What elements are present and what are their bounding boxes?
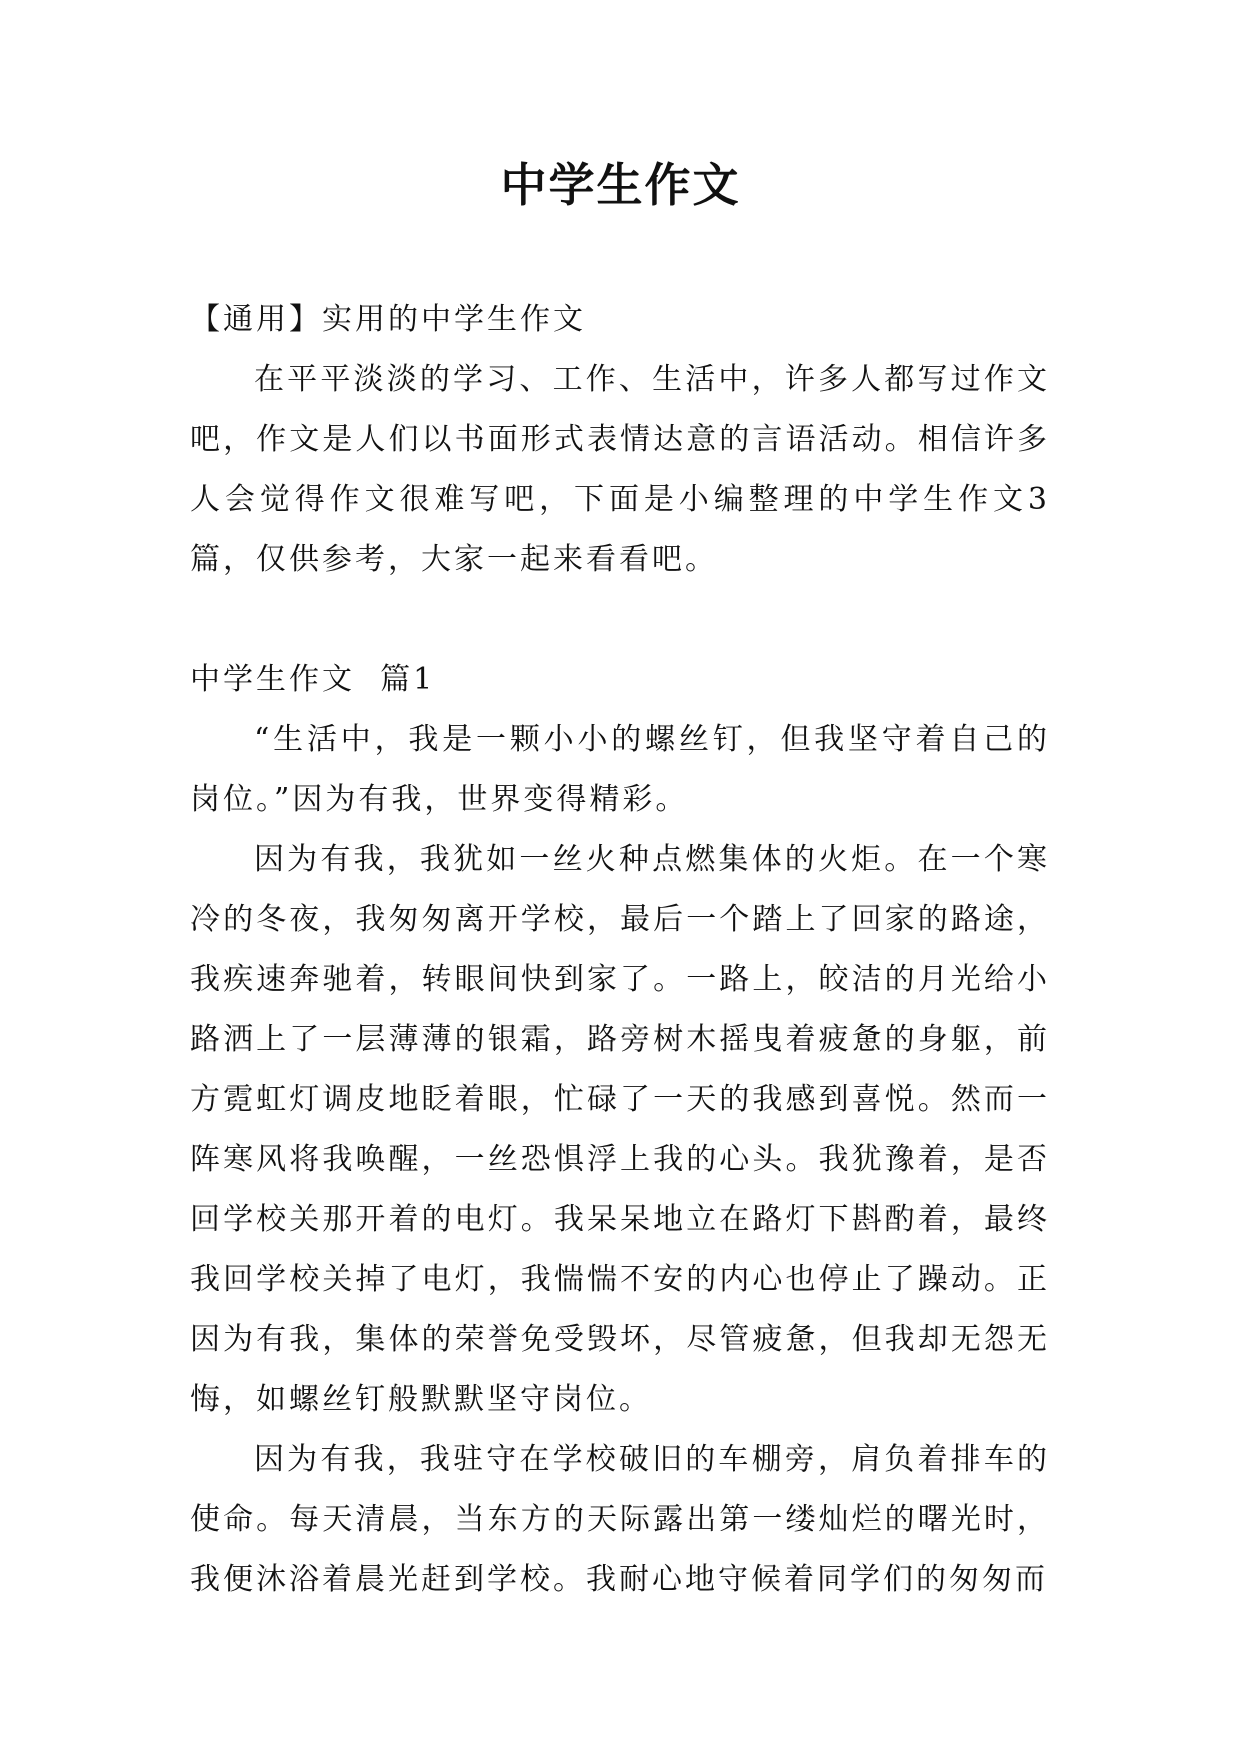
section-heading: 中学生作文 篇1	[190, 662, 436, 697]
body-paragraph: “生活中，我是一颗小小的螺丝钉，但我坚守着自己的岗位。”因为有我，世界变得精彩。	[190, 722, 1050, 817]
page-title: 中学生作文	[500, 158, 741, 212]
body-paragraph: 因为有我，我驻守在学校破旧的车棚旁，肩负着排车的使命。每天清晨，当东方的天际露出第一缕灿烂的曙光时，我便沐浴着晨光赶到学校。我耐心地守候着同学们的匆匆而	[190, 1442, 1050, 1597]
document-subtitle: 【通用】实用的中学生作文	[190, 302, 586, 337]
document-body	[190, 290, 1050, 1610]
body-paragraph: 因为有我，我犹如一丝火种点燃集体的火炬。在一个寒冷的冬夜，我匆匆离开学校，最后一个踏上了回家的路途，我疾速奔驰着，转眼间快到家了。一路上，皎洁的月光给小路洒上了一层薄薄的银霜，路旁树木摇曳着疲惫的身躯，前方霓虹灯调皮地眨着眼，忙碌了一天的我感到喜悦。然而一阵寒风将我唤醒，一丝恐惧浮上我的心头。我犹豫着，是否回学校关那开着的电灯。我呆呆地立在路灯下斟酌着，最终我回学校关掉了电灯，我惴惴不安的内心也停止了躁动。正因为有我，集体的荣誉免受毁坏，尽管疲惫，但我却无怨无悔，如螺丝钉般默默坚守岗位。	[190, 842, 1050, 1417]
intro-paragraph: 在平平淡淡的学习、工作、生活中，许多人都写过作文吧，作文是人们以书面形式表情达意的言语活动。相信许多人会觉得作文很难写吧，下面是小编整理的中学生作文3篇，仅供参考，大家一起来看看吧。	[190, 362, 1050, 577]
